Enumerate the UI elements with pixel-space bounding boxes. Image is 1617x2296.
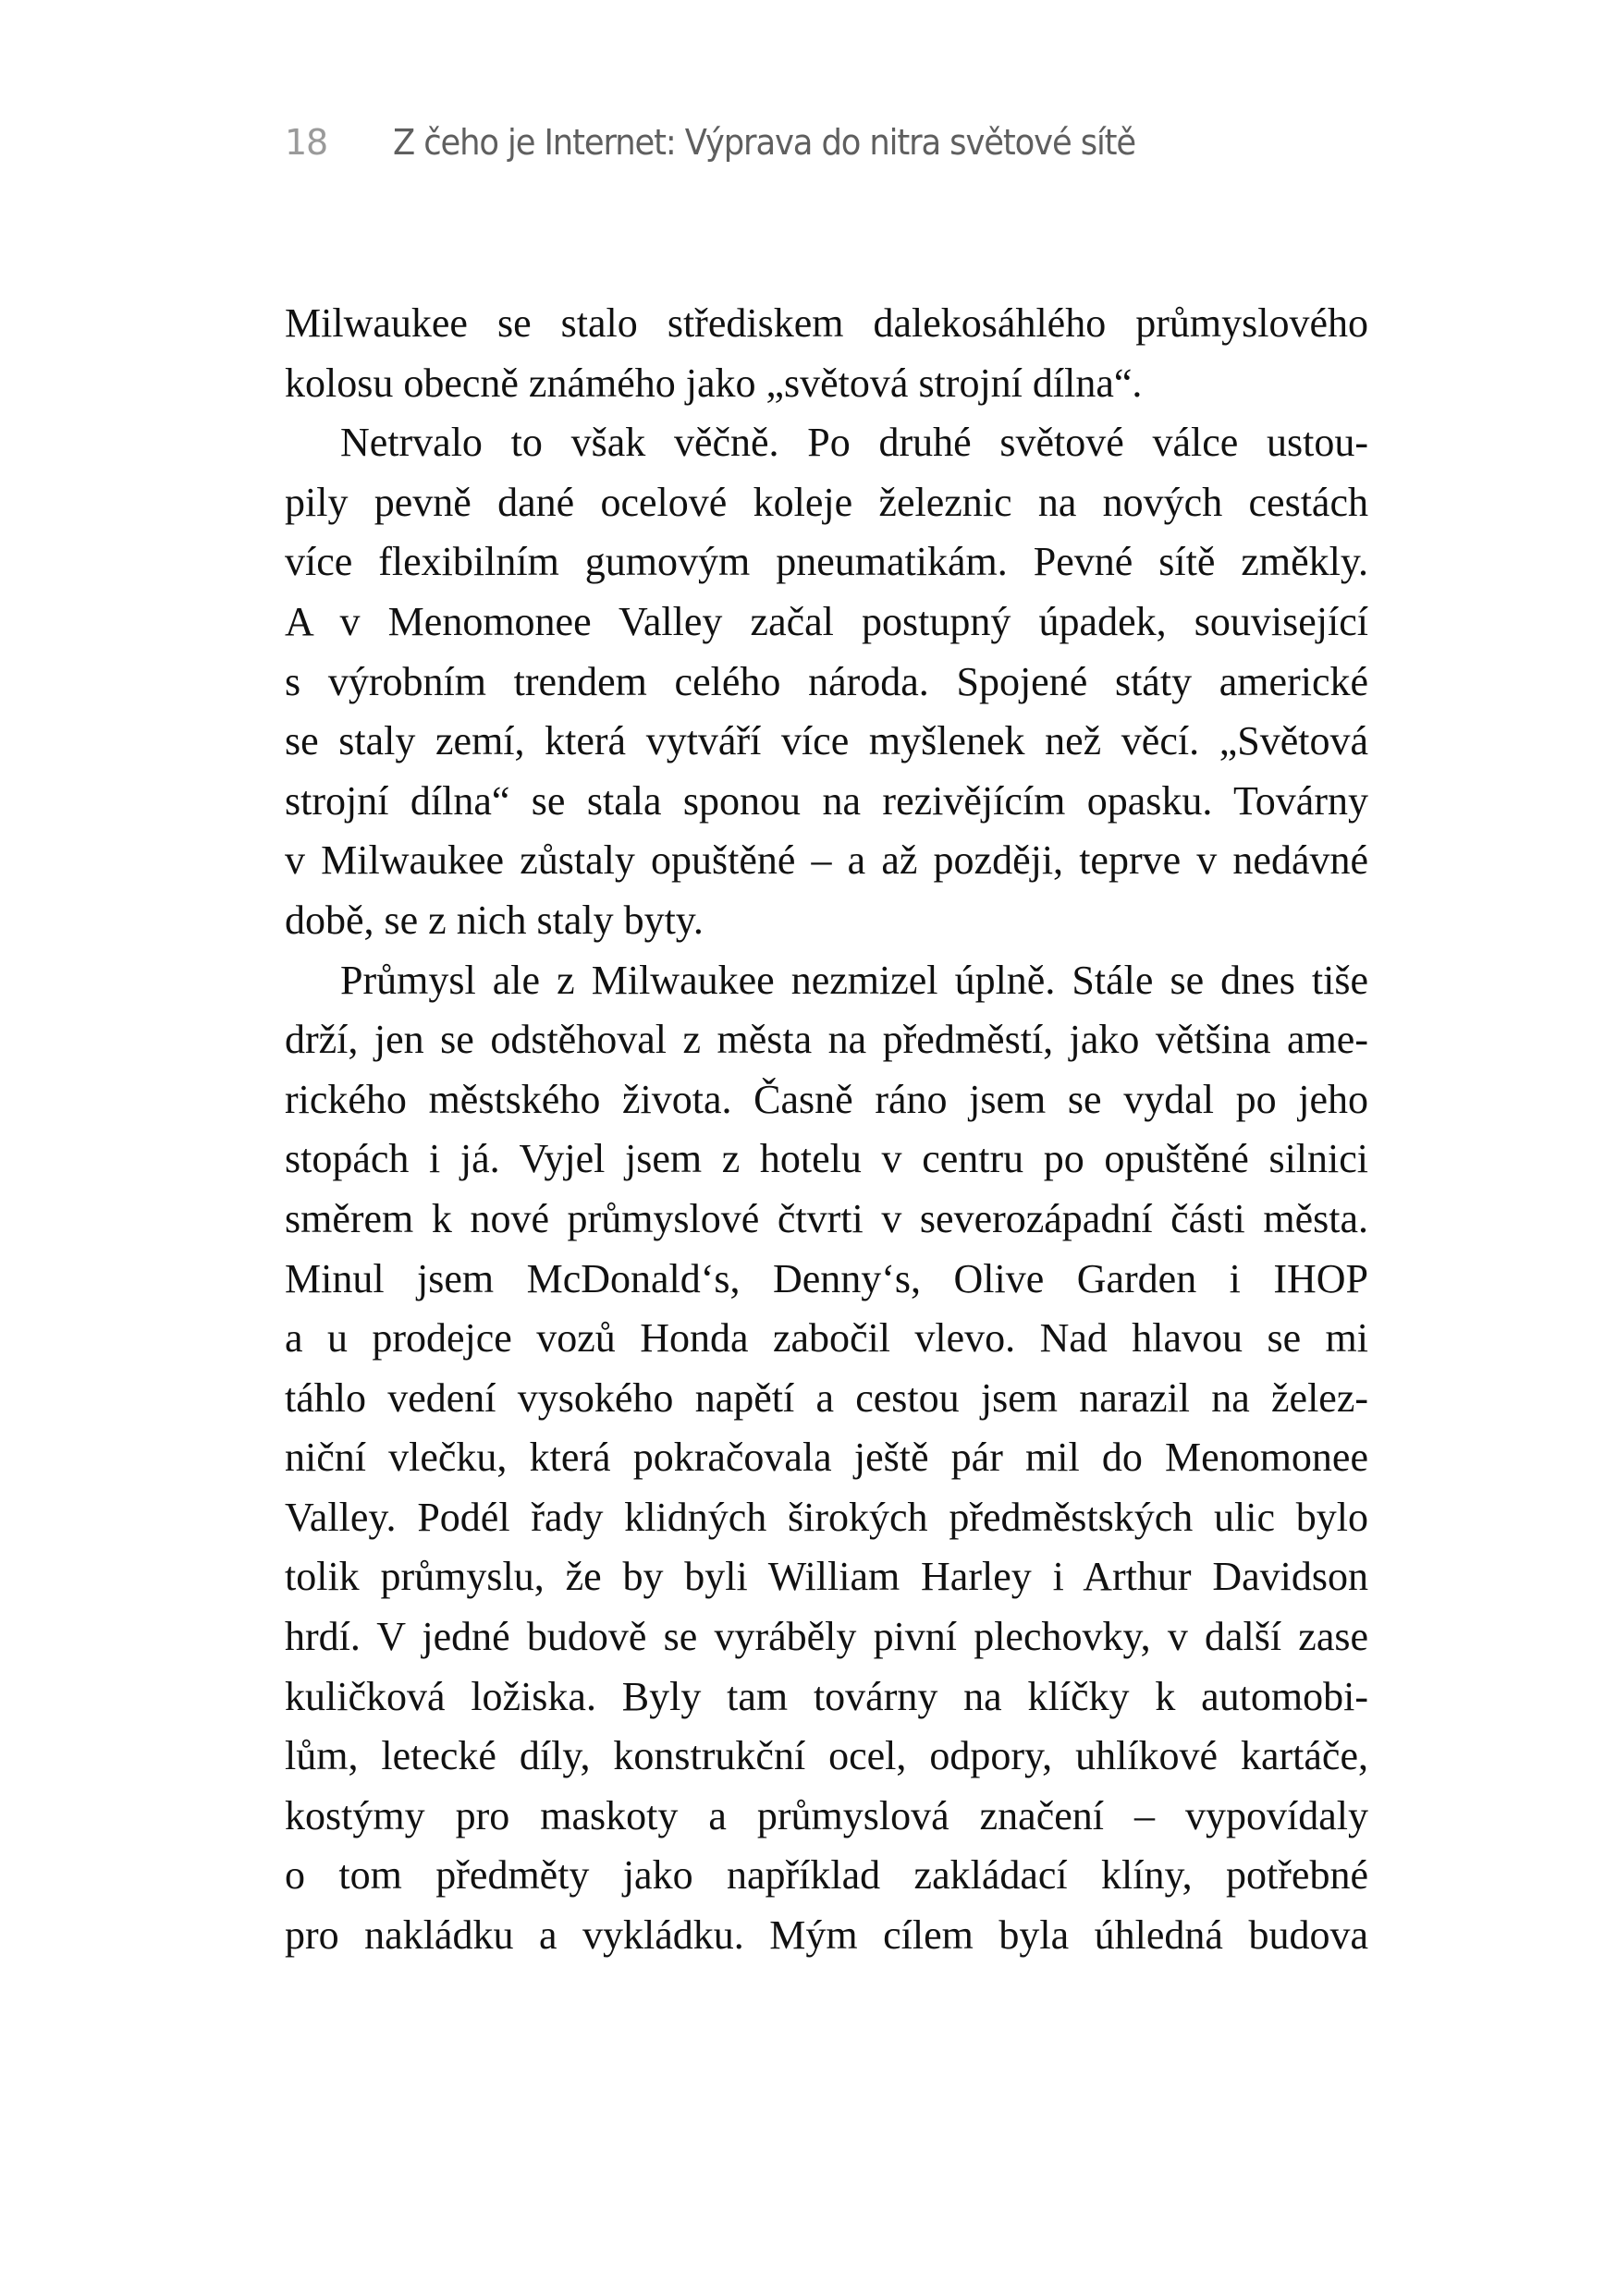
text-line-paragraph-start: Netrvalo to však věčně. Po druhé světové válce ustou- [340,420,1368,466]
text-line: a u prodejce vozů Honda zabočil vlevo. Nad hlavou se mi [285,1315,1368,1362]
text-line: době, se z nich staly byty. [285,897,704,943]
text-line: Milwaukee se stalo střediskem dalekosáhlého průmyslového [285,300,1368,346]
text-line: kolosu obecně známého jako „světová strojní dílna“. [285,360,1143,406]
body-text [285,294,1368,1966]
text-line: lům, letecké díly, konstrukční ocel, odpory, uhlíkové kartáče, [285,1733,1368,1779]
book-title: Z čeho je Internet: Výprava do nitra světové sítě [393,122,1136,163]
text-line: hrdí. V jedné budově se vyráběly pivní plechovky, v další zase [285,1614,1368,1660]
text-line: v Milwaukee zůstaly opuštěné – a až později, teprve v nedávné [285,837,1368,884]
text-line: pro nakládku a vykládku. Mým cílem byla úhledná budova [285,1912,1368,1959]
text-line: kuličková ložiska. Byly tam továrny na klíčky k automobi- [285,1673,1368,1719]
text-line: Minul jsem McDonald‘s, Denny‘s, Olive Garden i IHOP [285,1255,1368,1301]
text-line: tolik průmyslu, že by byli William Harley i Arthur Davidson [285,1554,1368,1600]
page-number: 18 [285,122,327,163]
text-line: více flexibilním gumovým pneumatikám. Pevné sítě změkly. [285,539,1368,585]
text-line: táhlo vedení vysokého napětí a cestou jsem narazil na želez- [285,1374,1368,1421]
running-header [285,122,1192,177]
text-line: stopách i já. Vyjel jsem z hotelu v centru po opuštěné silnici [285,1136,1368,1182]
text-line: A v Menomonee Valley začal postupný úpadek, související [285,598,1368,644]
text-line-paragraph-start: Průmysl ale z Milwaukee nezmizel úplně. Stále se dnes tiše [340,957,1368,1003]
text-line: rického městského života. Časně ráno jsem se vydal po jeho [285,1076,1368,1122]
text-line: pily pevně dané ocelové koleje železnic na nových cestách [285,479,1368,525]
text-line: drží, jen se odstěhoval z města na předměstí, jako většina ame- [285,1017,1368,1063]
text-line: strojní dílna“ se stala sponou na rezivějícím opasku. Továrny [285,777,1368,824]
text-line: Valley. Podél řady klidných širokých předměstských ulic bylo [285,1494,1368,1540]
text-line: se staly zemí, která vytváří více myšlenek než věcí. „Světová [285,718,1368,764]
text-line: kostýmy pro maskoty a průmyslová značení – vypovídaly [285,1792,1368,1838]
text-line: s výrobním trendem celého národa. Spojené státy americké [285,658,1368,704]
text-line: o tom předměty jako například zakládací klíny, potřebné [285,1852,1368,1899]
text-line: směrem k nové průmyslové čtvrti v severozápadní části města. [285,1195,1368,1241]
text-line: niční vlečku, která pokračovala ještě pár mil do Menomonee [285,1435,1368,1481]
